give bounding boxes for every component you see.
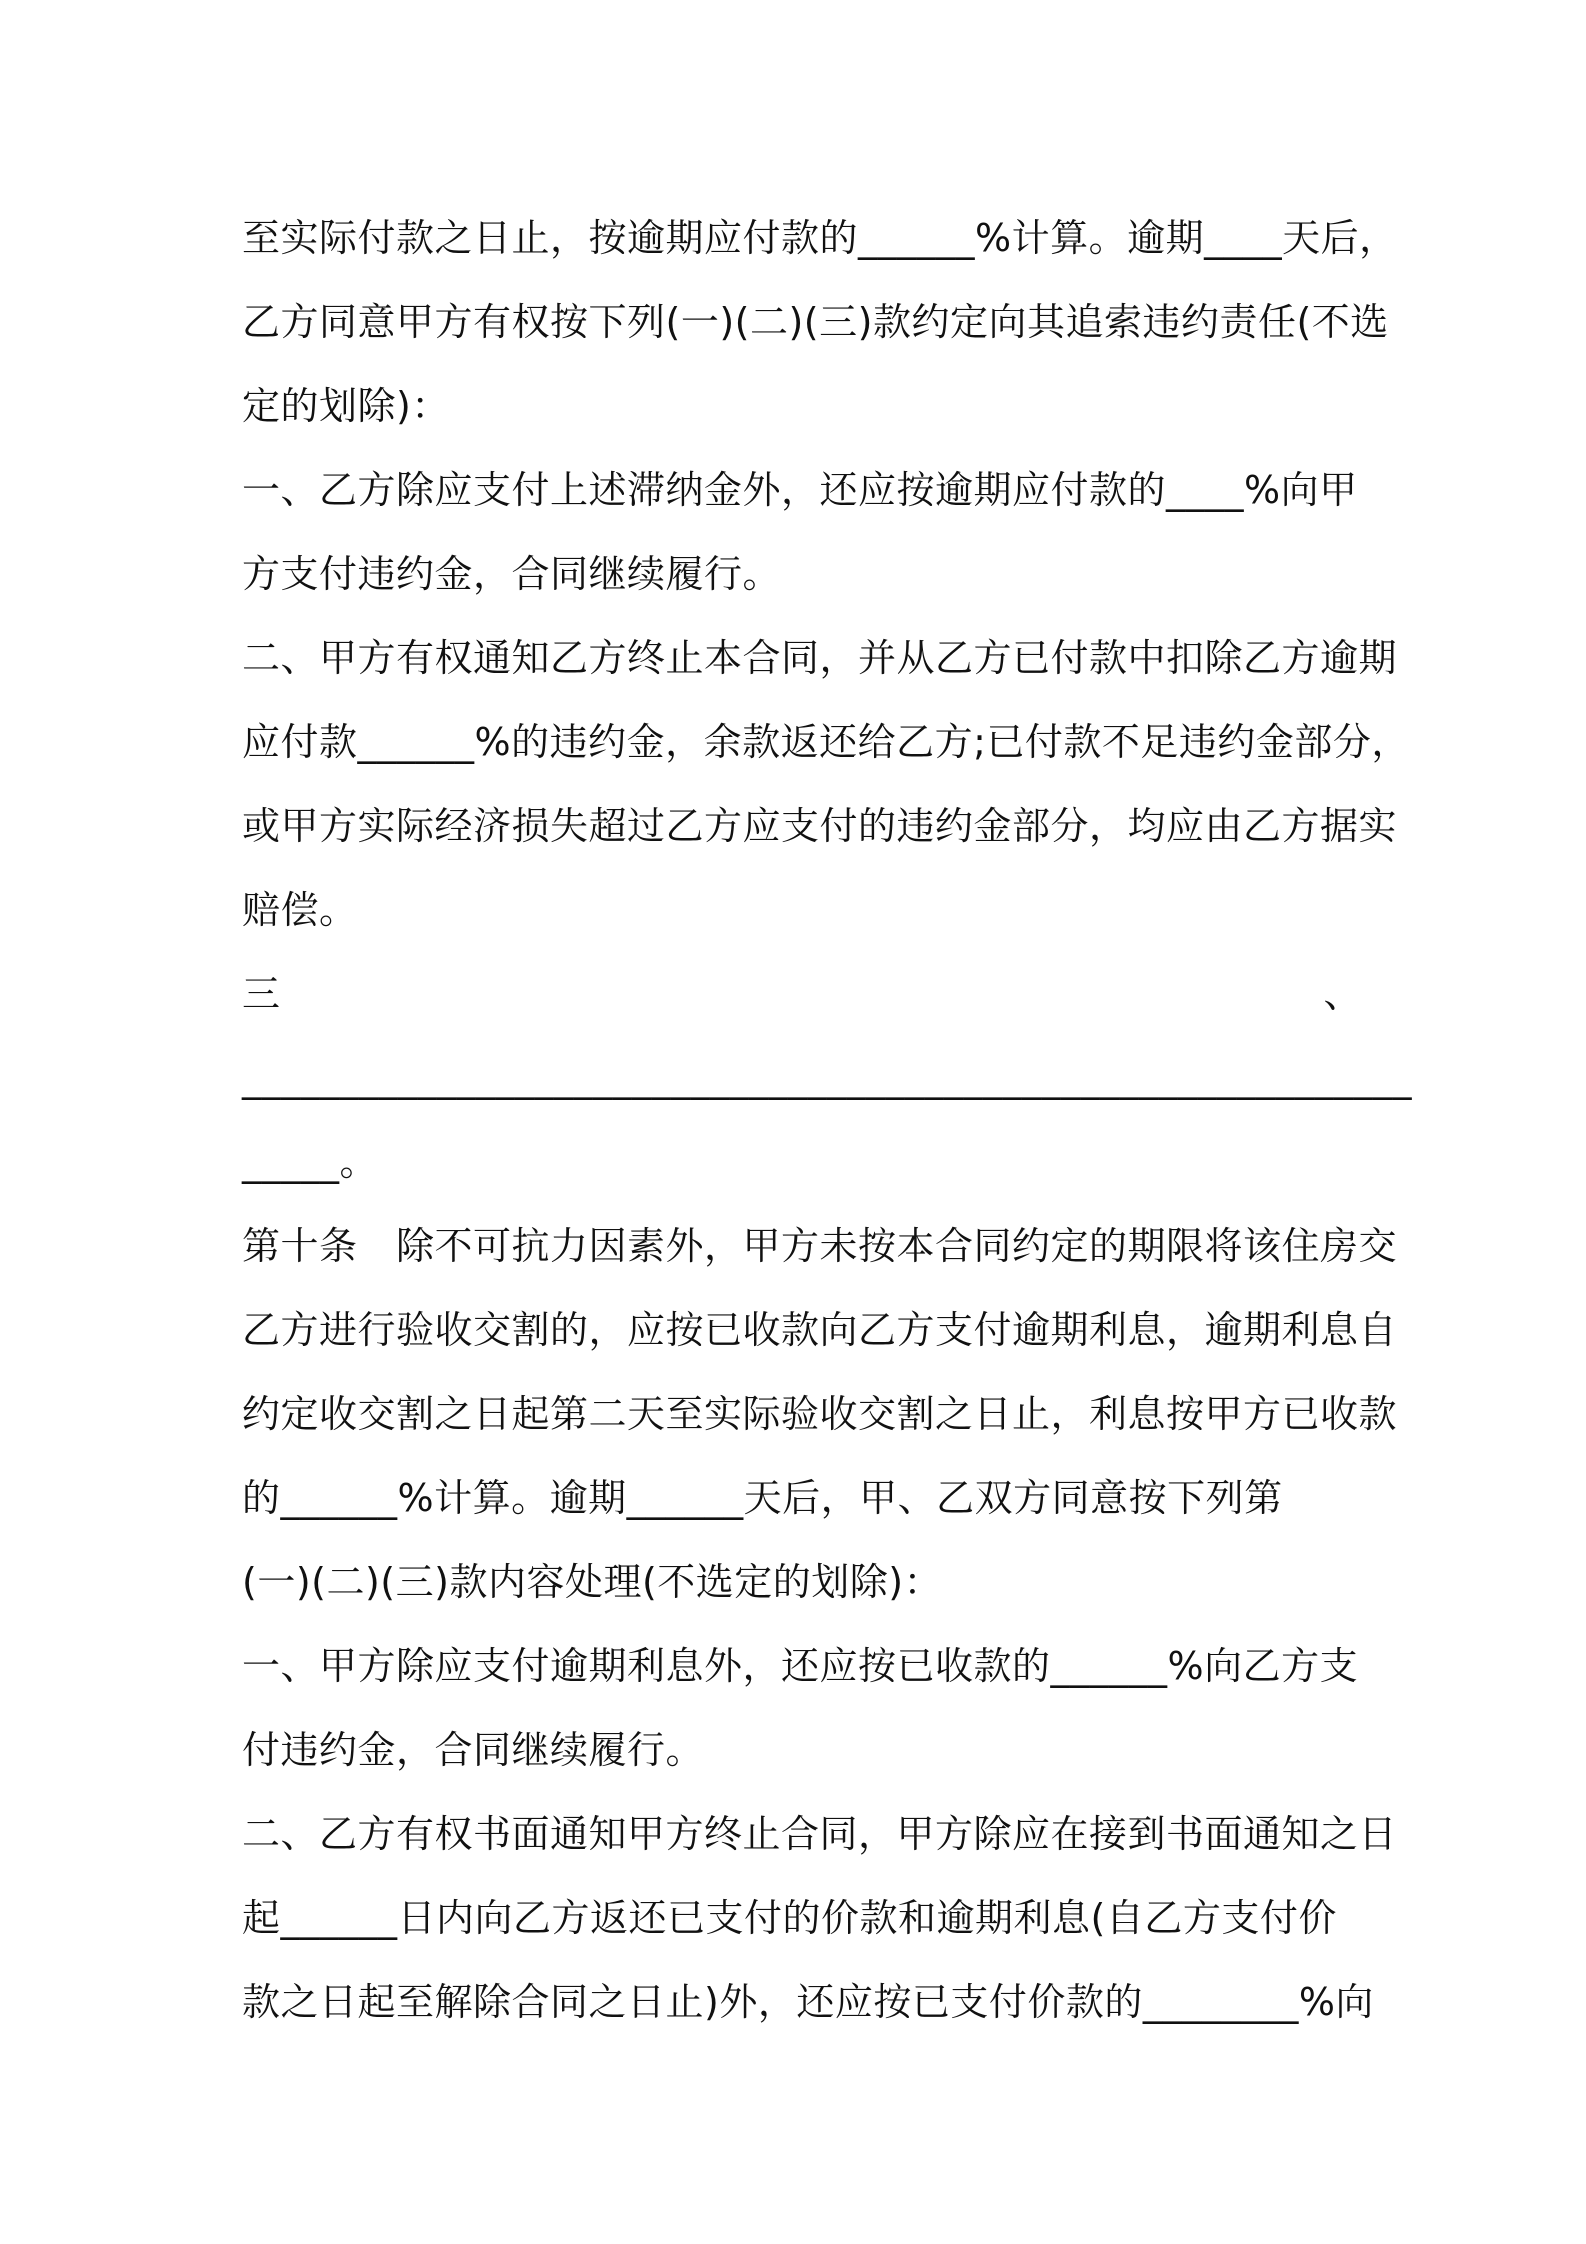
contract-text [242, 196, 1412, 2044]
text-line: 约定收交割之日起第二天至实际验收交割之日止，利息按甲方已收款 [242, 1392, 1398, 1436]
item-three-mark: 、 [1323, 972, 1362, 1016]
text-line: 的______%计算。逾期______天后，甲、乙双方同意按下列第 [242, 1476, 1283, 1520]
text-line: (一)(二)(三)款内容处理(不选定的划除)： [242, 1560, 943, 1604]
text-line: 至实际付款之日止，按逾期应付款的______%计算。逾期____天后， [242, 216, 1398, 260]
text-line: 应付款______%的违约金，余款返还给乙方;已付款不足违约金部分， [242, 720, 1410, 764]
text-line: 二、甲方有权通知乙方终止本合同，并从乙方已付款中扣除乙方逾期 [242, 636, 1398, 680]
text-line: 乙方进行验收交割的，应按已收款向乙方支付逾期利息，逾期利息自 [242, 1308, 1398, 1352]
item-three-label: 三 [242, 972, 281, 1016]
text-line: 一、乙方除应支付上述滞纳金外，还应按逾期应付款的____%向甲 [242, 468, 1358, 512]
blank-line-end: _____。 [242, 1140, 379, 1184]
blank-line: ____________________________________________________________ [242, 1056, 1412, 1100]
text-line: 付违约金，合同继续履行。 [242, 1728, 705, 1772]
text-line: 或甲方实际经济损失超过乙方应支付的违约金部分，均应由乙方据实 [242, 804, 1398, 848]
text-line: 起______日内向乙方返还已支付的价款和逾期利息(自乙方支付价 [242, 1896, 1337, 1940]
text-line: 款之日起至解除合同之日止)外，还应按已支付价款的________%向 [242, 1980, 1374, 2024]
text-line: 一、甲方除应支付逾期利息外，还应按已收款的______%向乙方支 [242, 1644, 1359, 1688]
text-line: 二、乙方有权书面通知甲方终止合同，甲方除应在接到书面通知之日 [242, 1812, 1398, 1856]
text-line: 方支付违约金，合同继续履行。 [242, 552, 782, 596]
text-line: 第十条 除不可抗力因素外，甲方未按本合同约定的期限将该住房交 [242, 1224, 1398, 1268]
text-line: 定的划除)： [242, 384, 450, 428]
text-line: 乙方同意甲方有权按下列(一)(二)(三)款约定向其追索违约责任(不选 [242, 300, 1389, 344]
text-line: 赔偿。 [242, 888, 358, 932]
item-three-line [242, 952, 1362, 1036]
